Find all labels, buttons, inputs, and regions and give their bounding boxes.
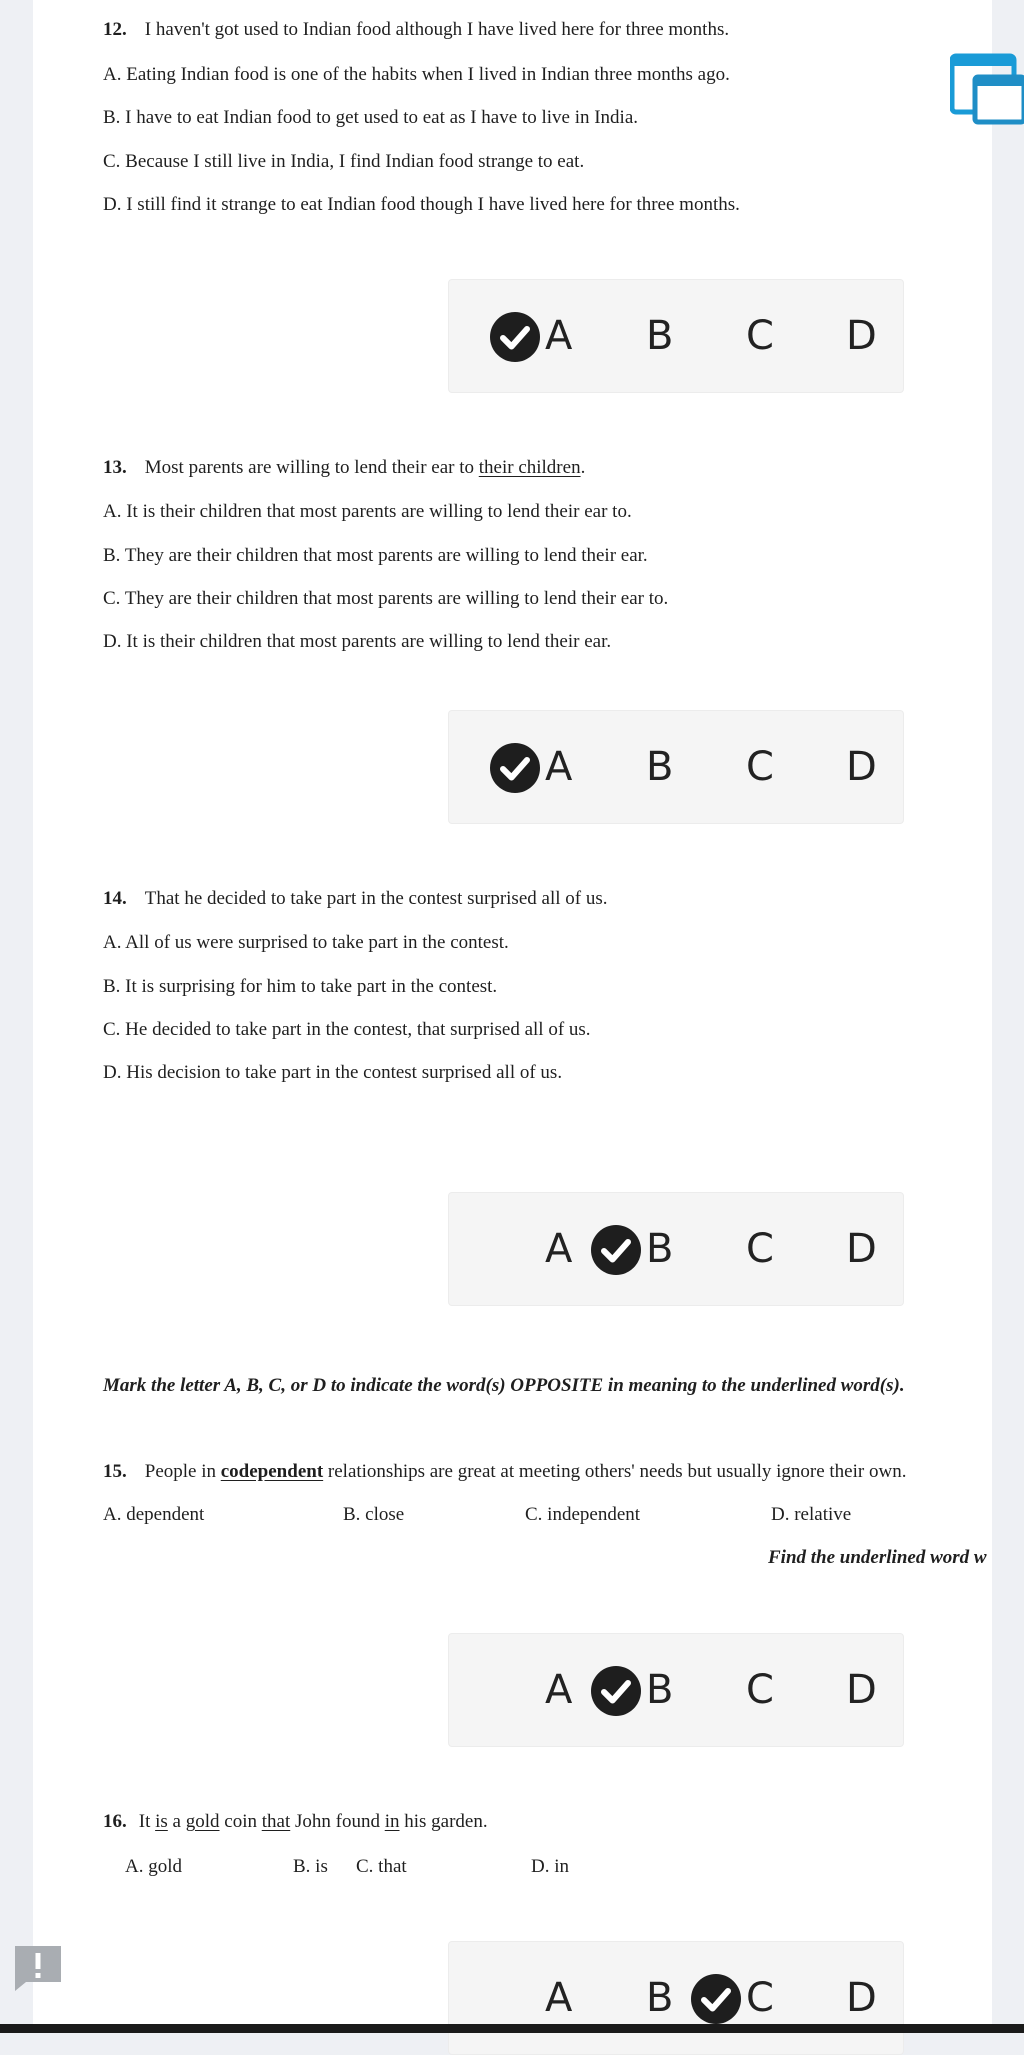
answer-box-q12 [448, 279, 904, 393]
question-16-option-c: C. that [356, 1856, 407, 1877]
question-number: 14. [103, 888, 127, 909]
answer-box-q15 [448, 1633, 904, 1747]
question-14-option-d: D. His decision to take part in the contest surprised all of us. [103, 1062, 563, 1083]
question-13-option-a: A. It is their children that most parents are willing to lend their ear to. [103, 501, 632, 522]
answer-choice-d[interactable]: D [846, 744, 877, 790]
question-14-option-b: B. It is surprising for him to take part in the contest. [103, 976, 498, 997]
question-13-option-d: D. It is their children that most parents are willing to lend their ear. [103, 631, 612, 652]
question-16-option-b: B. is [293, 1856, 328, 1877]
question-number: 16. [103, 1811, 127, 1832]
answer-choice-a[interactable]: A [545, 744, 573, 790]
question-12-option-d: D. I still find it strange to eat Indian food though I have lived here for three months. [103, 194, 740, 215]
answer-choice-b[interactable]: B [646, 313, 674, 359]
answer-choice-c[interactable]: C [746, 1226, 774, 1272]
answer-choice-d[interactable]: D [846, 313, 877, 359]
answer-choice-c[interactable]: C [746, 1667, 774, 1713]
check-circle-icon [691, 1974, 741, 2024]
question-12-stem [103, 18, 729, 42]
answer-choice-b[interactable]: B [646, 1975, 674, 2021]
question-16-option-a: A. gold [125, 1856, 182, 1877]
bottom-navigation-bar [0, 2024, 1024, 2033]
window-switch-icon[interactable] [950, 52, 1024, 126]
answer-box-q16 [448, 1941, 904, 2055]
answer-choice-d[interactable]: D [846, 1226, 877, 1272]
question-text: That he decided to take part in the contest surprised all of us. [144, 888, 608, 909]
question-12-option-a: A. Eating Indian food is one of the habits when I lived in Indian three months ago. [103, 64, 730, 85]
question-13-option-c: C. They are their children that most parents are willing to lend their ear to. [103, 588, 669, 609]
answer-choice-c[interactable]: C [746, 744, 774, 790]
answer-choice-c[interactable]: C [746, 1975, 774, 2021]
question-14-option-c: C. He decided to take part in the contest, that surprised all of us. [103, 1019, 591, 1040]
underlined-word: in [384, 1811, 400, 1832]
question-15-hint: Find the underlined word w [768, 1547, 987, 1568]
answer-choice-a[interactable]: A [545, 313, 573, 359]
question-15-option-c: C. independent [525, 1504, 641, 1525]
question-13-option-b: B. They are their children that most parents are willing to lend their ear. [103, 545, 648, 566]
question-15-option-a: A. dependent [103, 1504, 205, 1525]
answer-choice-a[interactable]: A [545, 1975, 573, 2021]
question-12-option-c: C. Because I still live in India, I find Indian food strange to eat. [103, 151, 585, 172]
question-13-stem: 13. Most parents are willing to lend their ear to their children. [103, 457, 586, 478]
check-circle-icon [490, 312, 540, 362]
underlined-word: that [261, 1811, 291, 1832]
answer-choice-a[interactable]: A [545, 1667, 573, 1713]
answer-choice-b[interactable]: B [646, 1667, 674, 1713]
check-circle-icon [490, 743, 540, 793]
underlined-phrase: their children [478, 457, 581, 478]
check-circle-icon [591, 1666, 641, 1716]
underlined-word: gold [185, 1811, 220, 1832]
question-15-stem: 15. People in codependent relationships are great at meeting others' needs but usually ignore their own. [103, 1461, 907, 1482]
question-12-option-b: B. I have to eat Indian food to get used to eat as I have to live in India. [103, 107, 639, 128]
question-15-option-b: B. close [343, 1504, 405, 1525]
question-16-stem: 16. It is a gold coin that John found in his garden. [103, 1811, 488, 1832]
answer-choice-d[interactable]: D [846, 1975, 877, 2021]
answer-choice-b[interactable]: B [646, 1226, 674, 1272]
underlined-word: codependent [220, 1461, 324, 1482]
question-number: 12. [103, 19, 127, 40]
answer-choice-c[interactable]: C [746, 313, 774, 359]
question-15-option-d: D. relative [771, 1504, 852, 1525]
section-instruction: Mark the letter A, B, C, or D to indicate the word(s) OPPOSITE in meaning to the underlined word(s). [103, 1375, 905, 1396]
question-14-stem [103, 887, 607, 911]
question-number: 15. [103, 1461, 127, 1482]
answer-choice-a[interactable]: A [545, 1226, 573, 1272]
check-circle-icon [591, 1225, 641, 1275]
question-14-option-a: A. All of us were surprised to take part in the contest. [103, 932, 509, 953]
question-text: I haven't got used to Indian food although I have lived here for three months. [144, 19, 730, 40]
question-16-option-d: D. in [531, 1856, 569, 1877]
answer-box-q13 [448, 710, 904, 824]
question-number: 13. [103, 457, 127, 478]
underlined-word: is [155, 1811, 168, 1832]
answer-choice-d[interactable]: D [846, 1667, 877, 1713]
answer-box-q14 [448, 1192, 904, 1306]
report-icon[interactable] [12, 1944, 64, 1992]
answer-choice-b[interactable]: B [646, 744, 674, 790]
